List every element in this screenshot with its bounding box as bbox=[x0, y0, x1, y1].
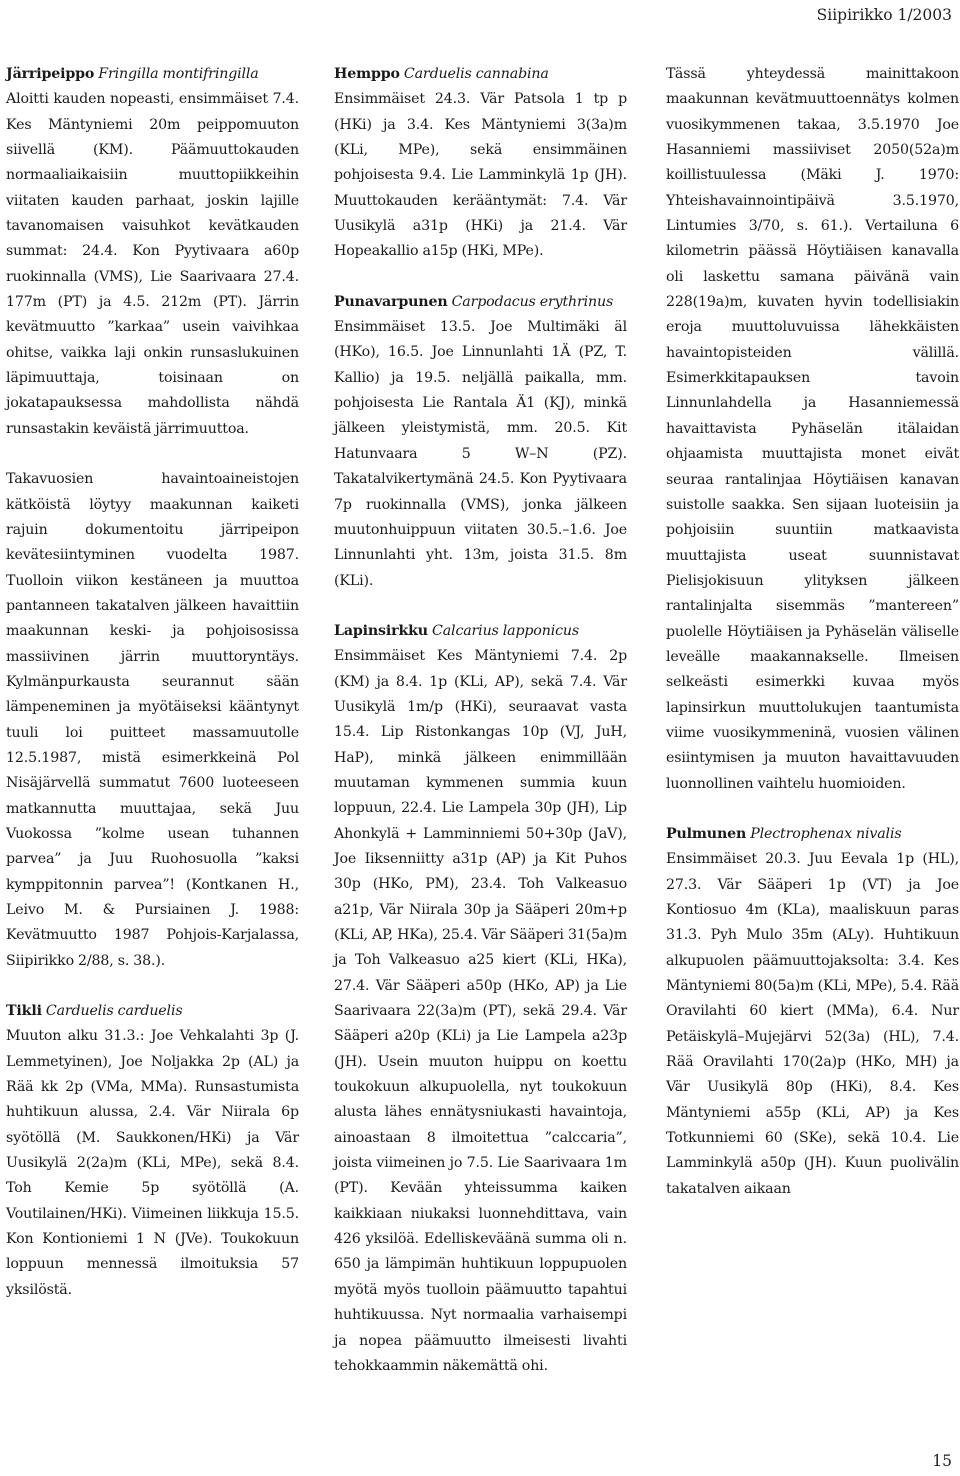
text-column-1 bbox=[6, 62, 299, 1328]
species-heading bbox=[666, 822, 959, 847]
species-heading bbox=[334, 619, 627, 644]
paragraph: Muuton alku 31.3.: Joe Vehkalahti 3p (J. Lemmetyinen), Joe Noljakka 2p (AL) ja Rää kk 2p (VMa, MMa). Runsastumista huhtikuun alussa, 2.4. Vär Niirala 6p syötöllä (M. Saukkonen/HKi) ja Vär Uusikylä 2(2a)m (KLi, MPe), sekä 8.4. Toh Kemie 5p syötöllä (A. Voutilainen/HKi). Viimeinen liikkuja 15.5. Kon Kontioniemi 1 N (JVe). Toukokuun loppuun mennessä ilmoituksia 57 yksilöstä. bbox=[6, 1028, 299, 1298]
text-column-3 bbox=[666, 62, 959, 1227]
species-latin-name: Carpodacus erythrinus bbox=[451, 293, 614, 310]
species-name: Hemppo bbox=[334, 66, 400, 82]
species-heading bbox=[334, 62, 627, 87]
species-latin-name: Plectrophenax nivalis bbox=[750, 825, 902, 842]
species-section-hemppo bbox=[334, 62, 627, 265]
species-name: Tikli bbox=[6, 1003, 42, 1020]
species-name: Järripeippo bbox=[6, 66, 95, 82]
species-section-pulmunen bbox=[666, 822, 959, 1202]
page-number: 15 bbox=[932, 1452, 952, 1470]
species-latin-name: Carduelis carduelis bbox=[45, 1003, 183, 1020]
paragraph: Takavuosien havaintoaineistojen kätköistä löytyy maakunnan kaiketi rajuin dokumentoitu järripeipon kevätesiintyminen vuodelta 1987. Tuolloin viikon kestäneen ja muuttoa pantanneen takatalven jälkeen havaittiin maakunnan keski- ja pohjoisosissa massiivinen järrin muuttoryntäys. Kylmänpurkausta seurannut sään lämpeneminen ja myötäiseksi kääntynyt tuuli loi puitteet massamuutolle 12.5.1987, mistä esimerkkeinä Pol Nisäjärvellä summatut 7600 luoteeseen matkannutta muuttajaa, sekä Juu Vuokossa ”kolme usean tuhannen parvea” ja Juu Ruohosuolla ”kaksi kymppitonnin parvea”! (Kontkanen H., Leivo M. & Pursiainen J. 1988: Kevätmuutto 1987 Pohjois-Karjalassa, Siipirikko 2/88, s. 38.). bbox=[6, 471, 299, 969]
species-section-tikli bbox=[6, 999, 299, 1303]
species-heading bbox=[334, 290, 627, 315]
paragraph: Aloitti kauden nopeasti, ensimmäiset 7.4. Kes Mäntyniemi 20m peippomuuton siivellä (KM). Päämuuttokauden normaaliaikaisiin muuttopiikkeihin viitaten kauden parhaat, joskin lajille tavanomaisen vaisuhkot kevätkauden summat: 24.4. Kon Pyytivaara a60p ruokinnalla (VMS), Lie Saarivaara 27.4. 177m (PT) ja 4.5. 212m (PT). Järrin kevätmuutto ”karkaa” usein vaivihkaa ohitse, vaikka laji onkin runsaslukuinen läpimuuttaja, toisinaan on jokatapauksessa mahdollista nähdä runsastakin keväistä järrimuuttoa. bbox=[6, 91, 299, 437]
species-section-jarripeippo bbox=[6, 62, 299, 974]
paragraph: Tässä yhteydessä mainittakoon maakunnan kevätmuuttoennätys kolmen vuosikymmenen takaa, 3.5.1970 Joe Hasanniemi massiiviset 2050(52a)m koillistuulessa (Mäki J. 1970: Yhteishavainnointipäivä 3.5.1970, Lintumies 3/70, s. 61.). Vertailuna 6 kilometrin päässä Höytiäisen kanavalla oli laskettu samana päivänä vain 228(19a)m, kuvaten hyvin todellisiakin eroja muuttoluvuissa lähekkäisten havaintopisteiden välillä. Esimerkkitapauksen tavoin Linnunlahdella ja Hasanniemessä havaittavista Pyhäselän itälaidan ohjaamista muuttajista monet eivät seuraa rantalinjaa Höytiäisen kanavan suistolle saakka. Sen sijaan luoteisiin ja pohjoisiin suuntiin matkaavista muuttajista useat suunnistavat Pielisjokisuun ylityksen jälkeen rantalinjalta sisemmäs ”mantereen” puolelle Höytiäisen ja Pyhäselän väliselle leveälle maakannakselle. Ilmeisen selkeästi esimerkki kuvaa myös lapinsirkun muuttolukujen taantumista viime vuosikymmeninä, vuosien välinen esiintymisen ja muuton havaittavuuden luonnollinen vaihtelu huomioiden. bbox=[666, 66, 959, 792]
species-latin-name: Calcarius lapponicus bbox=[432, 622, 579, 639]
species-heading bbox=[6, 62, 299, 87]
species-section-lapinsirkku-continued bbox=[666, 62, 959, 797]
species-name: Punavarpunen bbox=[334, 293, 448, 310]
species-section-lapinsirkku bbox=[334, 619, 627, 1379]
paragraph: Ensimmäiset 13.5. Joe Multimäki äl (HKo), 16.5. Joe Linnunlahti 1Ä (PZ, T. Kallio) ja 19.5. neljällä paikalla, mm. pohjoisesta Lie Rantala Ä1 (KJ), minkä jälkeen yleistymistä, mm. 20.5. Kit Hatunvaara 5 W–N (PZ). Takatalvikertymänä 24.5. Kon Pyytivaara 7p ruokinnalla (VMS), jonka jälkeen muutonhuippuun viitaten 30.5.–1.6. Joe Linnunlahti yht. 13m, joista 31.5. 8m (KLi). bbox=[334, 319, 627, 589]
running-header: Siipirikko 1/2003 bbox=[816, 6, 952, 24]
species-latin-name: Fringilla montifringilla bbox=[98, 66, 259, 82]
species-name: Lapinsirkku bbox=[334, 622, 428, 639]
species-section-punavarpunen bbox=[334, 290, 627, 594]
paragraph: Ensimmäiset 24.3. Vär Patsola 1 tp p (HKi) ja 3.4. Kes Mäntyniemi 3(3a)m (KLi, MPe), sekä ensimmäinen pohjoisesta 9.4. Lie Lamminkylä 1p (JH). Muuttokauden kerääntymät: 7.4. Vär Uusikylä a31p (HKi) ja 21.4. Vär Hopeakallio a15p (HKi, MPe). bbox=[334, 91, 627, 260]
species-heading bbox=[6, 999, 299, 1024]
paragraph: Ensimmäiset 20.3. Juu Eevala 1p (HL), 27.3. Vär Sääperi 1p (VT) ja Joe Kontiosuo 4m (KLa), maaliskuun paras 31.3. Pyh Mulo 35m (ALy). Huhtikuun alkupuolen päämuuttojaksolta: 3.4. Kes Mäntyniemi 80(5a)m (KLi, MPe), 5.4. Rää Oravilahti 60 kiert (MMa), 6.4. Nur Petäiskylä–Mujejärvi 52(3a) (HL), 7.4. Rää Oravilahti 170(2a)p (HKo, MH) ja Vär Uusikylä 80p (HKi), 8.4. Kes Mäntyniemi a55p (KLi, AP) ja Kes Totkunniemi 60 (SKe), sekä 10.4. Lie Lamminkylä a50p (JH). Kuun puolivälin takatalven aikaan bbox=[666, 851, 959, 1197]
species-name: Pulmunen bbox=[666, 825, 747, 842]
paragraph: Ensimmäiset Kes Mäntyniemi 7.4. 2p (KM) ja 8.4. 1p (KLi, AP), sekä 7.4. Vär Uusikylä 1m/p (HKi), seuraavat vasta 15.4. Lip Ristonkangas 10p (VJ, JuH, HaP), minkä jälkeen enimmillään muutaman kymmenen summia kuun loppuun, 22.4. Lie Lampela 30p (JH), Lip Ahonkylä + Lamminniemi 50+30p (JaV), Joe Iiksenniitty a31p (AP) ja Kit Puhos 30p (HKo, PM), 23.4. Toh Valkeasuo a21p, Vär Niirala 30p ja Sääperi 20m+p (KLi, AP, HKa), 25.4. Vär Sääperi 31(5a)m ja Toh Valkeasuo a25 kiert (KLi, HKa), 27.4. Vär Sääperi a50p (HKo, AP) ja Lie Saarivaara 22(3a)m (PT), sekä 29.4. Vär Sääperi a20p (KLi) ja Lie Lampela a23p (JH). Usein muuton huippu on koettu toukokuun alkupuolella, nyt toukokuun alusta lähes ennätysniukasti havaintoja, ainoastaan 8 ilmoitettua ”calccaria”, joista viimeinen jo 7.5. Lie Saarivaara 1m (PT). Kevään yhteissumma kaiken kaikkiaan niukaksi luonnehdittava, vain 426 yksilöä. Edelliskeväänä summa oli n. 650 ja lämpimän huhtikuun loppupuolen myötä myös tuolloin päämuutto tapahtui huhtikuussa. Nyt normaalia varhaisempi ja nopea päämuutto ilmeisesti livahti tehokkaammin näkemättä ohi. bbox=[334, 648, 627, 1374]
species-latin-name: Carduelis cannabina bbox=[403, 66, 549, 82]
text-column-2 bbox=[334, 62, 627, 1404]
